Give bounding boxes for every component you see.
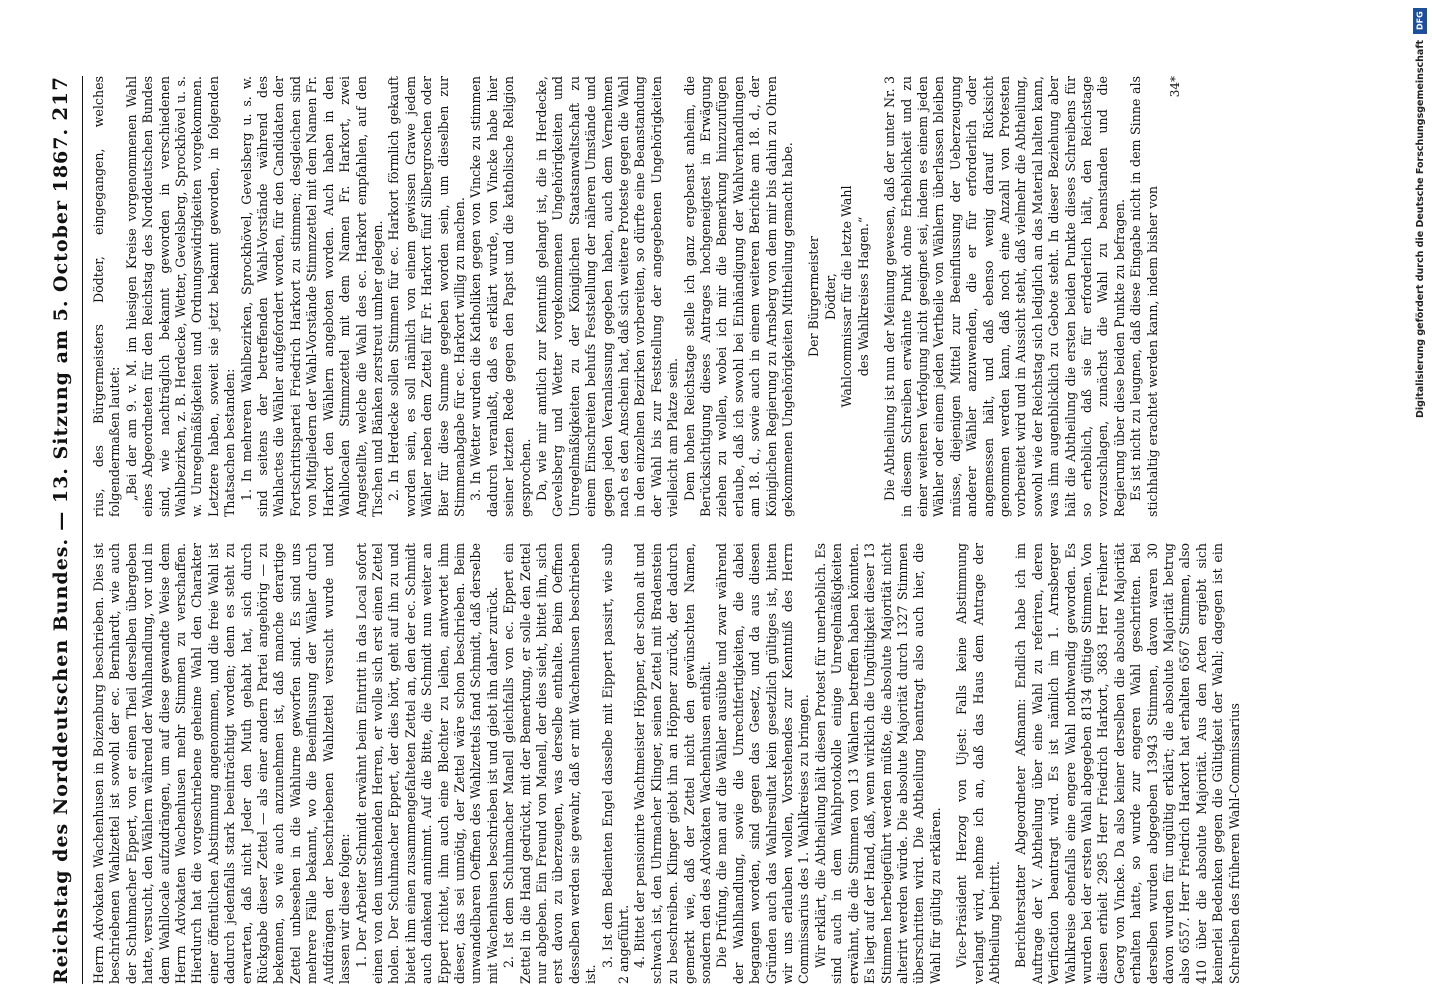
paragraph: Die Prüfung, die man auf die Wähler ausübte und zwar während der Wahlhandlung, sowie die Unrechtfertigkeiten, die dabei begangen worden, sind gegen das Gesetz, und da aus diesen Gründen auch das Wahlresultat kein gesetzlich gültiges ist, bitten wir uns erlauben wollen, Vorstehendes zur Kenntniß des Herrn Commissarius des 1. Wahlkreises zu bringen. bbox=[714, 543, 812, 984]
paragraph: Es ist nicht zu leugnen, daß diese Eingabe nicht in dem Sinne als stichhaltig erachtet werden kann, indem bisher von bbox=[1128, 76, 1160, 517]
signature-name: Dödter, bbox=[822, 273, 838, 320]
paragraph: Dem hohen Reichstage stelle ich ganz ergebenst anheim, die Berücksichtigung dieses Antrages hochgeneigtest in Erwägung ziehen zu wollen, wobei ich mir die Bemerkung hinzuzufügen erlaube, daß ich sowohl bei Einhändigung der Wahlverhandlungen am 18. d., sowie auch in einem weiteren Berichte am 18. d., der Königlichen Regierung zu Arnsberg von dem mir bis dahin zu Ohren gekommenen Ungehörigkeiten Mittheilung gemacht habe. bbox=[681, 76, 796, 517]
digitization-credit bbox=[1412, 8, 1428, 993]
paragraph: Die Abtheilung ist nun der Meinung gewesen, daß der unter Nr. 3 in diesem Schreiben erwähnte Punkt ohne Erheblichkeit und zu einer weiteren Verfolgung nicht geeignet sei, indem es einem jeden Wähler oder einem jeden Vertheile von Wählern überlassen bleiben müsse, diejenigen Mittel zur Beeinflussung der Ueberzeugung anderer Wähler anzuwenden, die er für erforderlich oder angemessen hält, und daß ebenso wenig darauf Rücksicht genommen werden kann, daß noch eine Anzahl von Protesten vorbereitet wird und in Aussicht steht, daß vielmehr die Abtheilung, sowohl wie der Reichstag sich lediglich an das Material halten kann, was ihm augenblicklich zu Gebote steht. In dieser Beziehung aber hält die Abtheilung die ersten beiden Punkte dieses Schreibens für so erheblich, daß sie für erforderlich hält, den Reichstage vorzuschlagen, zunächst die Wahl zu beanstanden und die Regierung über diese beiden Punkte zu befragen. bbox=[882, 76, 1127, 517]
paragraph: 1. Der Arbeiter Schmidt erwähnt beim Eintritt in das Local sofort einen von den umstehenden Herren, er wolle sich erst einen Zettel holen. Der Schuhmacher Eppert, der dies hört, geht auf ihn zu und bietet ihm einen zusammengefalteten Zettel an, den der ec. Schmidt auch dankend annimmt. Auf die Bitte, die Schmidt nun weiter an Eppert richtet, ihm auch eine Blechter zu leihen, antwortet ihm dieser, das sei unnötig, der Zettel wäre schon beschrieben. Beim unwandelbaren Oeffnen des Wahlzettels fand Schmidt, daß derselbe mit Wachenhusen beschrieben ist und giebt ihn daher zurück. bbox=[353, 543, 500, 984]
text-columns bbox=[91, 76, 1381, 984]
paragraph: 4. Bittet der pensionirte Wachtmeister Höppner, der schon alt und schwach ist, den Uhrmacher Klinger, seinen Zettel mit Bradenstein zu beschreiben. Klinger giebt ihn an Höppner zurück, der dadurch gemerkt wie, daß der Zettel nicht den gewünschten Namen, sondern den des Advokaten Wachenhusen enthält. bbox=[632, 543, 714, 984]
paragraph: Berichterstatter Abgeordneter Aßmann: Endlich habe ich im Auftrage der V. Abtheilung über eine Wahl zu referiren, deren Verification beantragt wird. Es ist nämlich im 1. Arnsberger Wahlkreise ebenfalls eine engere Wahl nothwendig geworden. Es wurden bei der ersten Wahl abgegeben 8134 gültige Stimmen. Von diesen erhielt 2985 Herr Friedrich Harkort, 3683 Herr Freiherr Georg von Vincke. Da also keiner derselben die absolute Majorität erhalten hatte, so wurde zur engeren Wahl geschritten. Bei derselben wurden abgegeben 13943 Stimmen, davon waren 30 davon wurden für ungültig erklärt; die absolute Majorität betrug also 6557. Herr Friedrich Harkort hat erhalten 6567 Stimmen, also 410 über die absolute Majorität. Aus den Acten ergiebt sich keinerlei Bedenken gegen die Gültigkeit der Wahl; dagegen ist ein Schreiben des früheren Wahl-Commissarius bbox=[1013, 543, 1242, 984]
right-column bbox=[91, 76, 1381, 517]
running-head-title: Reichstag des Norddeutschen Bundes. bbox=[50, 537, 72, 984]
paragraph: 3. In Wetter wurden die Katholiken gegen von Vincke zu stimmen dadurch veranlaßt, daß es erklärt wurde, von Vincke habe hier seiner letzten Rede gegen den Papst und die katholische Religion gesprochen. bbox=[468, 76, 533, 517]
signature-district: des Wahlkreises Hagen.“ bbox=[855, 216, 871, 377]
credit-text: Digitalisierung gefördert durch die Deutsche Forschungsgemeinschaft bbox=[1414, 40, 1426, 418]
paragraph: Wir erklärt, die Abtheilung hält diesen Protest für unerheblich. Es sind auch in dem Wahlprotokolle einige Unregelmäßigkeiten erwähnt, die die Stimmen von 13 Wählern betreffen haben könnten. Es liegt auf der Hand, daß, wenn wirklich die Ungültigkeit dieser 13 Stimmen herbeigeführt werden müßte, die absolute Majorität nicht alterirt werden würde. Die absolute Majorität durch 1327 Stimmen überschritten wird. Die Abtheilung beantragt also auch hier, die Wahl für gültig zu erklären. bbox=[812, 543, 943, 984]
paragraph: 1. In mehreren Wahlbezirken, Sprockhövel, Gevelsberg u. s. w. sind seitens der betreffenden Wahl-Vorstände während des Wahlactes die Wähler aufgefordert worden, für den Candidaten der Fortschrittspartei Friedrich Harkort zu stimmen; desgleichen sind von Mitgliedern der Wahl-Vorstände Stimmzettel mit dem Namen Fr. Harkort den Wählern angeboten worden. Auch haben in den Wahllocalen Stimmzettel mit dem Namen Fr. Harkort, zwei Angestellte, welche die Wahl des ec. Harkort empfahlen, auf den Tischen und Bänken zerstreut umher gelegen. bbox=[238, 76, 385, 517]
paragraph: „Bei der am 9. v. M. im hiesigen Kreise vorgenommenen Wahl eines Abgeordneten für den Reichstag des Norddeutschen Bundes sind, wie nachträglich bekannt geworden in verschiedenen Wahlbezirken, z. B. Herdecke, Wetter, Gevelsberg, Sprockhövel u. s. w. Unregelmäßigkeiten und Ordnungswidrigkeiten vorgekommen. Letztere haben, soweit sie jetzt bekannt geworden, in folgenden Thatsachen bestanden: bbox=[123, 76, 238, 517]
paragraph: rius, des Bürgermeisters Dödter, eingegangen, welches folgendermaßen lautet: bbox=[91, 76, 123, 517]
running-head-session: — 13. Sitzung am 5. October 1867. bbox=[50, 127, 72, 531]
running-head bbox=[48, 76, 83, 984]
signature-mark: 34* bbox=[1168, 76, 1182, 98]
paragraph: 2. Ist dem Schuhmacher Manell gleichfalls von ec. Eppert ein Zettel in die Hand gedrückt, mit der Bemerkung, er solle den Zettel nur abgeben. Ein Freund von Manell, der dies sieht, bittet ihn, sich erst davon zu überzeugen, was derselbe enthalte. Beim Oeffnen desselben werden sie gewahr, daß er mit Wachenhusen beschrieben ist. bbox=[501, 543, 599, 984]
paragraph: Herrn Advokaten Wachenhusen in Boizenburg beschrieben. Dies ist beschriebenen Wahlzettel ist sowohl der ec. Bernhardt, wie auch der Schuhmacher Eppert, von er einen Theil derselben übergeben hatte, versucht, den Wählern während der Wahlhandlung, vor und in dem Wahllocale aufzudrängen, um auf diese gewandte Weise dem Herrn Advokaten Wachenhusen mehr Stimmen zu verschaffen. Hierdurch hat die vorgeschriebene geheime Wahl den Charakter einer öffentlichen Abstimmung angenommen, und die freie Wahl ist dadurch jedenfalls stark beeinträchtigt worden; denn es steht zu erwarten, daß nicht Jeder den Muth gehabt hat, sich durch Rückgabe dieser Zettel — als einer andern Partei angehörig — zu bekennen, so wie auch anzunehmen ist, daß manche derartige Zettel unbesehen in die Wahlurne geworfen sind. Es sind uns mehrere Fälle bekannt, wo die Beeinflussung der Wähler durch Aufdrängen der beschriebenen Wahlzettel versucht wurde und lassen wir diese folgen: bbox=[91, 543, 353, 984]
document-page bbox=[36, 60, 1411, 1000]
signature-role: Wahlcommissar für die letzte Wahl bbox=[839, 185, 855, 408]
dfg-logo: DFG bbox=[1413, 8, 1427, 34]
signature-title: Der Bürgermeister bbox=[806, 236, 822, 357]
paragraph: Da, wie mir amtlich zur Kenntniß gelangt ist, die in Herdecke, Gevelsberg und Wetter vorgekommenen Ungehörigkeiten und Unregelmäßigkeiten zu der Königlichen Staatsanwaltschaft zu einem Einschreiten behufs Feststellung der näheren Umstände und gegen jeden Veranlassung gegeben haben, auch dem Vernehmen nach es den Anschein hat, daß sich weitere Proteste gegen die Wahl in den einzelnen Bezirken vorbereiten, so dürfte eine Beanstandung der Wahl bis zur Feststellung der angegebenen Ungehörigkeiten vielleicht am Platze sein. bbox=[533, 76, 681, 517]
paragraph: 3. Ist dem Bedienten Engel dasselbe mit Eippert passirt, wie sub 2 angeführt. bbox=[599, 543, 631, 984]
left-column bbox=[91, 543, 1381, 984]
page-number: 217 bbox=[48, 76, 72, 121]
paragraph: 2. In Herdecke sollen Stimmen für ec. Harkort förmlich gekauft worden sein, es soll nämlich von einem gewissen Grawe jedem Wähler neben dem Zettel für Fr. Harkort fünf Silbergroschen oder Bier für diese Summe gegeben worden sein, um dieselben zur Stimmenabgabe für ec. Harkort willig zu machen. bbox=[386, 76, 467, 517]
paragraph: Vice-Präsident Herzog von Ujest: Falls keine Abstimmung verlangt wird, nehme ich an, daß das Haus dem Antrage der Abtheilung beitritt. bbox=[954, 543, 1002, 984]
